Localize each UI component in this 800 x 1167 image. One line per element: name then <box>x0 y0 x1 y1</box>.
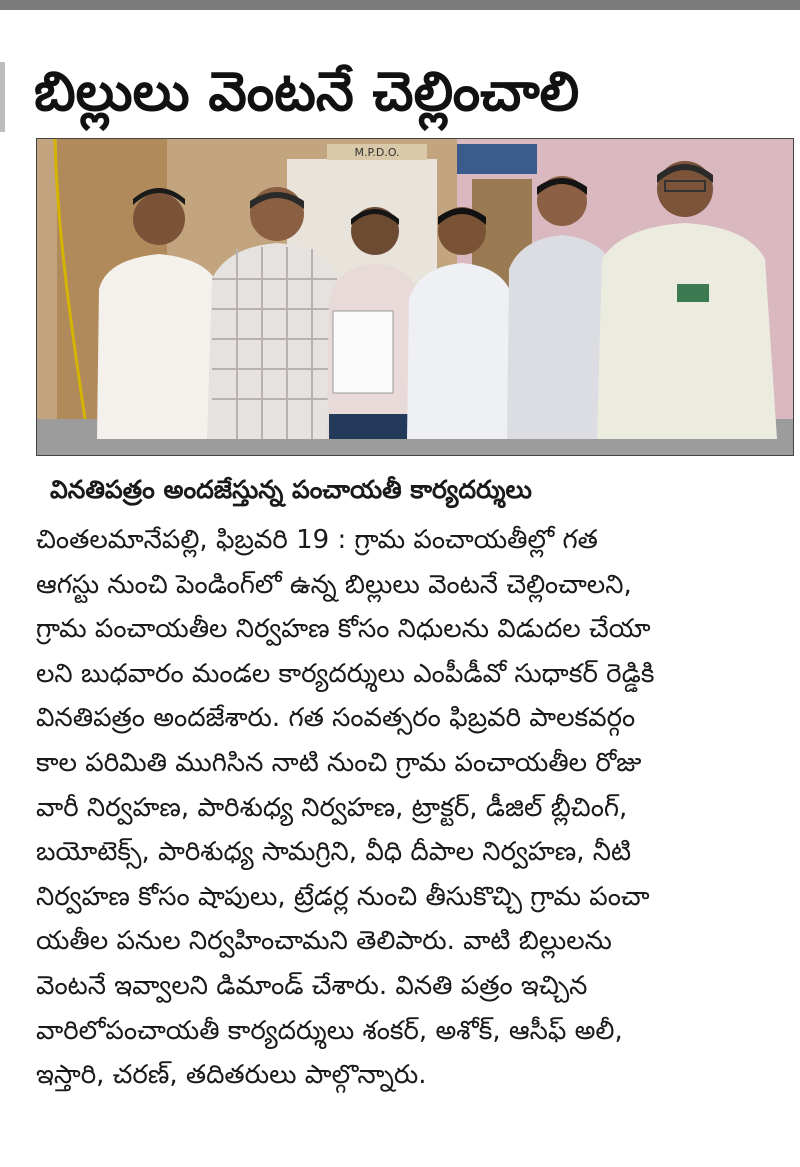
article-line: చింతలమానేపల్లి, ఫిబ్రవరి 19 : గ్రామ పంచాయతీల్లో గత <box>36 525 598 555</box>
article-line: వారిలోపంచాయతీ కార్యదర్శులు శంకర్, అశోక్, ఆసీఫ్ అలీ, <box>36 1015 623 1046</box>
news-photo <box>36 138 794 456</box>
group-photo-illustration <box>37 139 793 455</box>
margin-mark <box>0 62 5 132</box>
article-line: లని బుధవారం మండల కార్యదర్శులు ఎంపీడీవో సుధాకర్ రెడ్డికి <box>36 658 655 689</box>
article-line: ఇస్తారి, చరణ్, తదితరులు పాల్గొన్నారు. <box>36 1060 427 1091</box>
photo-caption: వినతిపత్రం అందజేస్తున్న పంచాయతీ కార్యదర్శులు <box>50 475 532 504</box>
article-line: నిర్వహణ కోసం షాపులు, ట్రేడర్ల నుంచి తీసుకొచ్చి గ్రామ పంచా <box>36 881 650 912</box>
article-line: ఆగస్టు నుంచి పెండింగ్‌లో ఉన్న బిల్లులు వెంటనే చెల్లించాలని, <box>36 569 632 600</box>
article-body <box>36 518 792 1098</box>
petition-letter <box>333 311 393 393</box>
article-line: గ్రామ పంచాయతీల నిర్వహణ కోసం నిధులను విడుదల చేయా <box>36 614 651 645</box>
article-line: కాల పరిమితి ముగిసిన నాటి నుంచి గ్రామ పంచాయతీల రోజు <box>36 747 642 778</box>
top-rule <box>0 0 800 10</box>
article-line: బయోటెక్స్, పారిశుధ్య సామగ్రిని, వీధి దీపాల నిర్వహణ, నీటి <box>36 837 632 868</box>
article-line: యతీల పనుల నిర్వహించామని తెలిపారు. వాటి బిల్లులను <box>36 926 612 957</box>
article-line: వినతిపత్రం అందజేశారు. గత సంవత్సరం ఫిబ్రవరి పాలకవర్గం <box>36 703 636 734</box>
headline: బిల్లులు వెంటనే చెల్లించాలి <box>34 60 580 123</box>
article-line: వారీ నిర్వహణ, పారిశుధ్య నిర్వహణ, ట్రాక్టర్, డీజిల్ బ్లీచింగ్, <box>36 792 628 823</box>
office-sign: M.P.D.O. <box>354 146 400 159</box>
article-line: వెంటనే ఇవ్వాలని డిమాండ్ చేశారు. వినతి పత్రం ఇచ్చిన <box>36 970 588 1001</box>
